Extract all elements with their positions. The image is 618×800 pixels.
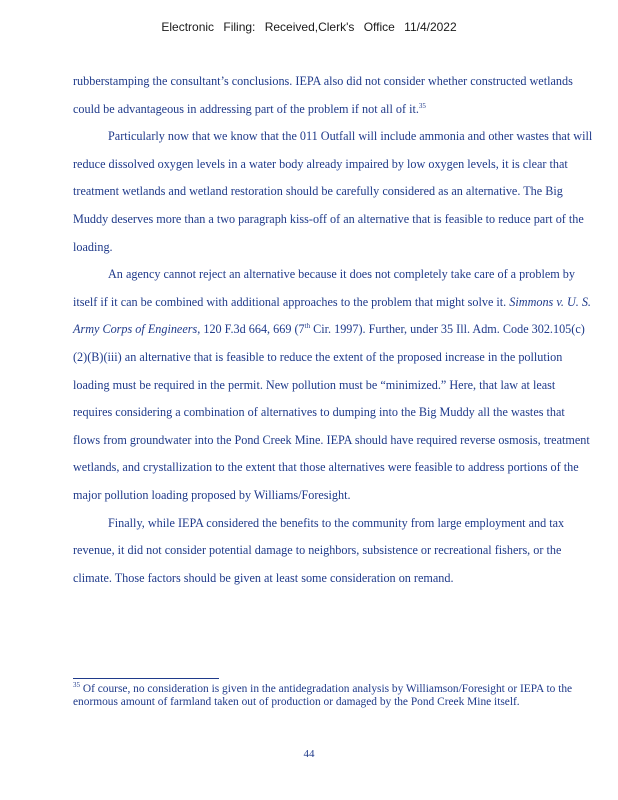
paragraph-1 (73, 68, 593, 123)
case-citation-name: Simmons v. U. S. Army Corps of Engineers (73, 294, 591, 337)
case-citation-ref: , 120 F.3d 664, 669 (7 (197, 322, 305, 337)
ordinal-suffix: th (304, 322, 311, 331)
footnote-text: Of course, no consideration is given in the antidegradation analysis by Williamson/Foresight or IEPA to the enormous amount of farmland taken out of production or damaged by the Pond Creek Mine itself. (73, 683, 573, 709)
paragraph-3-text-a: An agency cannot reject an alternative because it does not completely take care of a problem by itself if it can be combined with additional approaches to the problem that might solve it. (73, 267, 575, 309)
footnote-number: 35 (73, 681, 80, 690)
paragraph-1-text: rubberstamping the consultant’s conclusions. IEPA also did not consider whether constructed wetlands could be advantageous in addressing part of the problem if not all of it. (73, 74, 573, 116)
paragraph-3-text-b: Cir. 1997). Further, under 35 Ill. Adm. Code 302.105(c)(2)(B)(iii) an alternative that is feasible to reduce the extent of the proposed increase in the pollution loading must be required in the permit. New pollution must be “minimized.” Here, that law at least requires considering a combination of alternatives to dumping into the Big Muddy all the wastes that flows from groundwater into the Pond Creek Mine. IEPA should have required reverse osmosis, treatment wetlands, and crystallization to the extent that those alternatives were feasible to address portions of the major pollution loading proposed by Williams/Foresight. (73, 322, 590, 502)
footnote-35 (73, 683, 595, 710)
footnote-divider (73, 678, 219, 679)
paragraph-2: Particularly now that we know that the 011 Outfall will include ammonia and other wastes that will reduce dissolved oxygen levels in a water body already impaired by low oxygen levels, it is clear that treatment wetlands and wetland restoration should be carefully considered as an alternative. The Big Muddy deserves more than a two paragraph kiss-off of an alternative that is feasible to reduce part of the loading. (73, 129, 593, 254)
filing-header: Electronic Filing: Received,Clerk's Office 11/4/2022 (161, 20, 457, 34)
page-number: 44 (303, 748, 315, 760)
paragraph-4: Finally, while IEPA considered the benefits to the community from large employment and tax revenue, it did not consider potential damage to neighbors, subsistence or recreational fishers, or the climate. Those factors should be given at least some consideration on remand. (73, 515, 565, 585)
footnote-ref-35[interactable]: 35 (418, 101, 426, 110)
body-text (73, 68, 593, 592)
paragraph-3 (73, 261, 593, 509)
